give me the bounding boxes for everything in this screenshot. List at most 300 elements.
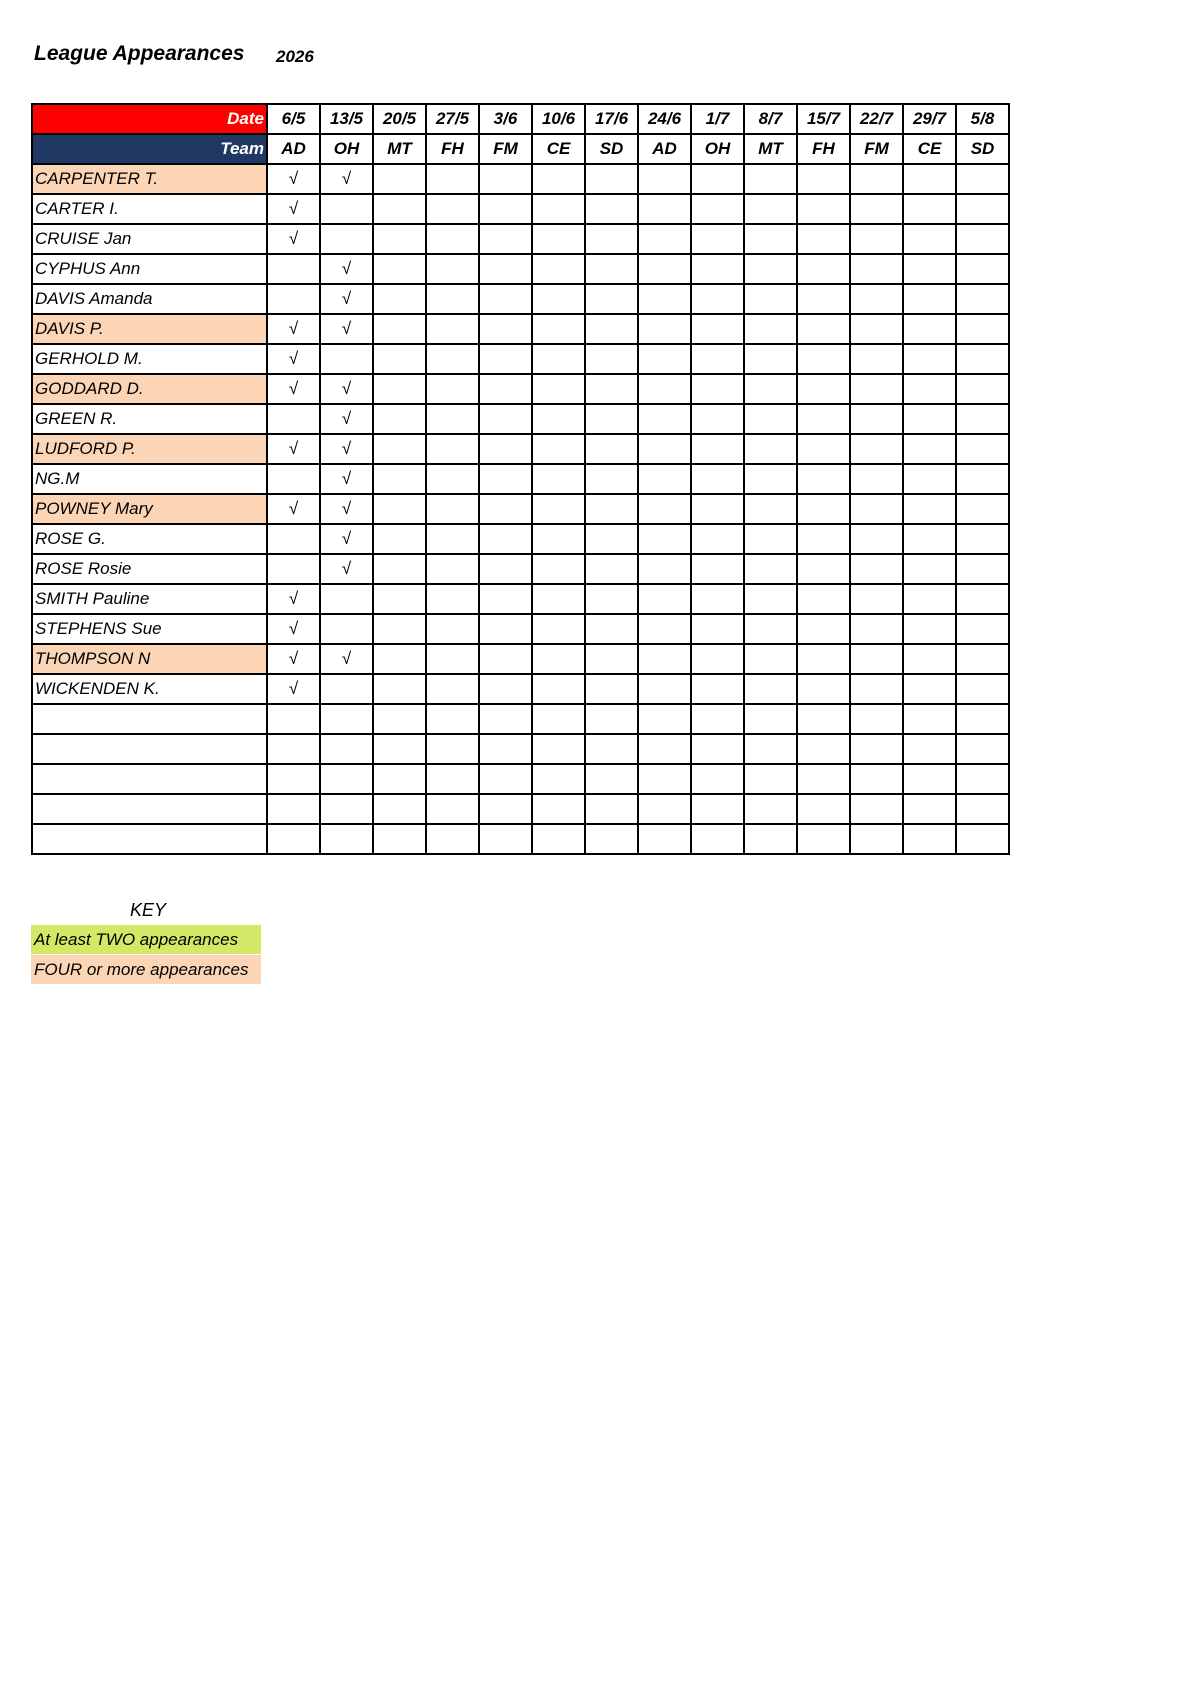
player-name-cell[interactable]: CYPHUS Ann [32,254,267,284]
appearance-cell[interactable] [532,434,585,464]
appearance-cell[interactable] [267,494,320,524]
appearance-cell[interactable] [903,704,956,734]
player-name-cell[interactable]: CARTER I. [32,194,267,224]
player-name-cell[interactable]: POWNEY Mary [32,494,267,524]
player-name-cell[interactable] [32,734,267,764]
appearance-cell[interactable] [691,284,744,314]
appearance-cell[interactable] [479,284,532,314]
appearance-cell[interactable] [373,374,426,404]
appearance-cell[interactable] [903,284,956,314]
appearance-cell[interactable] [850,284,903,314]
appearance-cell[interactable] [903,614,956,644]
appearance-cell[interactable] [373,284,426,314]
date-header-cell[interactable]: 13/5 [320,104,373,134]
team-header-cell[interactable]: OH [691,134,744,164]
appearance-cell[interactable] [426,344,479,374]
appearance-cell[interactable] [744,434,797,464]
appearance-cell[interactable] [373,824,426,854]
appearance-cell[interactable] [956,494,1009,524]
appearance-cell[interactable] [744,284,797,314]
appearance-cell[interactable] [903,314,956,344]
appearance-cell[interactable] [744,224,797,254]
appearance-cell[interactable] [320,374,373,404]
appearance-cell[interactable] [638,314,691,344]
appearance-cell[interactable] [744,404,797,434]
appearance-cell[interactable] [638,584,691,614]
appearance-cell[interactable] [956,434,1009,464]
appearance-cell[interactable] [850,404,903,434]
appearance-cell[interactable] [479,554,532,584]
appearance-cell[interactable] [532,284,585,314]
appearance-cell[interactable] [850,494,903,524]
appearance-cell[interactable] [585,614,638,644]
appearance-cell[interactable] [532,824,585,854]
appearance-cell[interactable] [638,164,691,194]
appearance-cell[interactable] [744,764,797,794]
appearance-cell[interactable] [797,794,850,824]
appearance-cell[interactable] [638,524,691,554]
appearance-cell[interactable] [373,584,426,614]
appearance-cell[interactable] [797,434,850,464]
appearance-cell[interactable] [691,584,744,614]
date-header-cell[interactable]: 8/7 [744,104,797,134]
appearance-cell[interactable] [320,704,373,734]
appearance-cell[interactable] [638,374,691,404]
player-name-cell[interactable]: CARPENTER T. [32,164,267,194]
appearance-cell[interactable] [532,254,585,284]
appearance-cell[interactable] [744,254,797,284]
appearance-cell[interactable] [426,764,479,794]
player-name-cell[interactable]: ROSE Rosie [32,554,267,584]
appearance-cell[interactable] [373,164,426,194]
appearance-cell[interactable] [638,704,691,734]
appearance-cell[interactable] [903,164,956,194]
appearance-cell[interactable] [479,224,532,254]
appearance-cell[interactable] [956,584,1009,614]
appearance-cell[interactable] [638,794,691,824]
appearance-cell[interactable] [744,464,797,494]
appearance-cell[interactable] [903,464,956,494]
appearance-cell[interactable] [638,194,691,224]
appearance-cell[interactable] [426,554,479,584]
appearance-cell[interactable] [903,674,956,704]
appearance-cell[interactable] [797,254,850,284]
appearance-cell[interactable] [479,584,532,614]
appearance-cell[interactable] [320,434,373,464]
appearance-cell[interactable] [691,644,744,674]
appearance-cell[interactable] [797,584,850,614]
appearance-cell[interactable] [426,824,479,854]
appearance-cell[interactable] [691,404,744,434]
appearance-cell[interactable] [638,824,691,854]
date-header-cell[interactable]: 15/7 [797,104,850,134]
appearance-cell[interactable] [956,314,1009,344]
player-name-cell[interactable]: NG.M [32,464,267,494]
appearance-cell[interactable] [691,254,744,284]
appearance-cell[interactable] [903,404,956,434]
appearance-cell[interactable] [479,194,532,224]
appearance-cell[interactable] [744,674,797,704]
appearance-cell[interactable] [267,464,320,494]
appearance-cell[interactable] [585,824,638,854]
appearance-cell[interactable] [797,614,850,644]
appearance-cell[interactable] [797,314,850,344]
appearance-cell[interactable] [744,554,797,584]
appearance-cell[interactable] [797,674,850,704]
appearance-cell[interactable] [585,524,638,554]
appearance-cell[interactable] [797,494,850,524]
appearance-cell[interactable] [903,524,956,554]
appearance-cell[interactable] [373,224,426,254]
appearance-cell[interactable] [479,674,532,704]
player-name-cell[interactable]: CRUISE Jan [32,224,267,254]
appearance-cell[interactable] [479,254,532,284]
team-header-cell[interactable]: FH [797,134,850,164]
appearance-cell[interactable] [373,524,426,554]
appearance-cell[interactable] [956,374,1009,404]
appearance-cell[interactable] [320,164,373,194]
appearance-cell[interactable] [744,704,797,734]
appearance-cell[interactable] [267,404,320,434]
appearance-cell[interactable] [426,734,479,764]
date-header-cell[interactable]: 20/5 [373,104,426,134]
player-name-cell[interactable]: DAVIS P. [32,314,267,344]
appearance-cell[interactable] [903,584,956,614]
appearance-cell[interactable] [638,464,691,494]
appearance-cell[interactable] [585,644,638,674]
team-header-cell[interactable]: CE [903,134,956,164]
appearance-cell[interactable] [426,464,479,494]
appearance-cell[interactable] [638,734,691,764]
appearance-cell[interactable] [373,644,426,674]
appearance-cell[interactable] [426,584,479,614]
appearance-cell[interactable] [903,824,956,854]
appearance-cell[interactable] [532,464,585,494]
date-header-cell[interactable]: 5/8 [956,104,1009,134]
player-name-cell[interactable]: ROSE G. [32,524,267,554]
appearance-cell[interactable] [320,314,373,344]
appearance-cell[interactable] [691,524,744,554]
appearance-cell[interactable] [691,824,744,854]
appearance-cell[interactable] [479,824,532,854]
appearance-cell[interactable] [267,764,320,794]
appearance-cell[interactable] [373,494,426,524]
appearance-cell[interactable] [638,554,691,584]
appearance-cell[interactable] [691,224,744,254]
appearance-cell[interactable] [426,494,479,524]
appearance-cell[interactable] [850,764,903,794]
appearance-cell[interactable] [691,314,744,344]
appearance-cell[interactable] [850,794,903,824]
appearance-cell[interactable] [744,344,797,374]
appearance-cell[interactable] [267,824,320,854]
appearance-cell[interactable] [638,494,691,524]
appearance-cell[interactable] [585,194,638,224]
appearance-cell[interactable] [903,494,956,524]
appearance-cell[interactable] [426,674,479,704]
appearance-cell[interactable] [585,794,638,824]
appearance-cell[interactable] [903,344,956,374]
appearance-cell[interactable] [850,314,903,344]
appearance-cell[interactable] [426,404,479,434]
appearance-cell[interactable] [320,734,373,764]
appearance-cell[interactable] [479,644,532,674]
appearance-cell[interactable] [532,494,585,524]
appearance-cell[interactable] [903,764,956,794]
appearance-cell[interactable] [373,194,426,224]
appearance-cell[interactable] [585,464,638,494]
appearance-cell[interactable] [585,254,638,284]
appearance-cell[interactable] [320,644,373,674]
appearance-cell[interactable] [797,404,850,434]
appearance-cell[interactable] [797,344,850,374]
appearance-cell[interactable] [956,284,1009,314]
player-name-cell[interactable]: THOMPSON N [32,644,267,674]
appearance-cell[interactable] [956,614,1009,644]
appearance-cell[interactable] [691,794,744,824]
appearance-cell[interactable] [267,344,320,374]
appearance-cell[interactable] [373,254,426,284]
appearance-cell[interactable] [532,644,585,674]
appearance-cell[interactable] [691,464,744,494]
appearance-cell[interactable] [479,764,532,794]
appearance-cell[interactable] [585,704,638,734]
appearance-cell[interactable] [373,614,426,644]
appearance-cell[interactable] [426,374,479,404]
appearance-cell[interactable] [426,164,479,194]
appearance-cell[interactable] [373,704,426,734]
appearance-cell[interactable] [532,764,585,794]
team-header-cell[interactable]: AD [638,134,691,164]
appearance-cell[interactable] [426,284,479,314]
appearance-cell[interactable] [744,824,797,854]
appearance-cell[interactable] [956,404,1009,434]
appearance-cell[interactable] [956,194,1009,224]
appearance-cell[interactable] [850,374,903,404]
appearance-cell[interactable] [479,344,532,374]
appearance-cell[interactable] [267,224,320,254]
appearance-cell[interactable] [797,194,850,224]
appearance-cell[interactable] [426,704,479,734]
appearance-cell[interactable] [903,194,956,224]
player-name-cell[interactable]: SMITH Pauline [32,584,267,614]
appearance-cell[interactable] [638,674,691,704]
appearance-cell[interactable] [744,524,797,554]
appearance-cell[interactable] [479,734,532,764]
appearance-cell[interactable] [585,224,638,254]
appearance-cell[interactable] [532,734,585,764]
team-header-cell[interactable]: CE [532,134,585,164]
appearance-cell[interactable] [267,554,320,584]
team-header-cell[interactable]: FH [426,134,479,164]
appearance-cell[interactable] [850,584,903,614]
appearance-cell[interactable] [797,734,850,764]
appearance-cell[interactable] [903,254,956,284]
appearance-cell[interactable] [585,584,638,614]
appearance-cell[interactable] [956,704,1009,734]
appearance-cell[interactable] [373,554,426,584]
appearance-cell[interactable] [373,404,426,434]
appearance-cell[interactable] [691,194,744,224]
appearance-cell[interactable] [426,434,479,464]
appearance-cell[interactable] [744,794,797,824]
appearance-cell[interactable] [956,524,1009,554]
appearance-cell[interactable] [691,704,744,734]
appearance-cell[interactable] [956,824,1009,854]
appearance-cell[interactable] [532,584,585,614]
appearance-cell[interactable] [956,164,1009,194]
appearance-cell[interactable] [691,494,744,524]
appearance-cell[interactable] [850,464,903,494]
player-name-cell[interactable]: WICKENDEN K. [32,674,267,704]
team-header-cell[interactable]: OH [320,134,373,164]
appearance-cell[interactable] [267,374,320,404]
appearance-cell[interactable] [744,644,797,674]
appearance-cell[interactable] [956,344,1009,374]
player-name-cell[interactable]: DAVIS Amanda [32,284,267,314]
appearance-cell[interactable] [585,284,638,314]
appearance-cell[interactable] [797,524,850,554]
appearance-cell[interactable] [691,554,744,584]
appearance-cell[interactable] [903,374,956,404]
appearance-cell[interactable] [479,464,532,494]
date-header-cell[interactable]: 1/7 [691,104,744,134]
appearance-cell[interactable] [691,674,744,704]
appearance-cell[interactable] [532,674,585,704]
team-header-cell[interactable]: SD [956,134,1009,164]
appearance-cell[interactable] [320,494,373,524]
appearance-cell[interactable] [320,404,373,434]
appearance-cell[interactable] [320,584,373,614]
appearance-cell[interactable] [267,164,320,194]
appearance-cell[interactable] [267,644,320,674]
team-header-cell[interactable]: AD [267,134,320,164]
appearance-cell[interactable] [532,164,585,194]
appearance-cell[interactable] [373,674,426,704]
appearance-cell[interactable] [850,554,903,584]
date-header-cell[interactable]: 6/5 [267,104,320,134]
appearance-cell[interactable] [426,644,479,674]
appearance-cell[interactable] [267,614,320,644]
appearance-cell[interactable] [638,284,691,314]
appearance-cell[interactable] [426,254,479,284]
appearance-cell[interactable] [479,794,532,824]
appearance-cell[interactable] [903,224,956,254]
appearance-cell[interactable] [532,344,585,374]
appearance-cell[interactable] [320,524,373,554]
appearance-cell[interactable] [532,614,585,644]
appearance-cell[interactable] [850,434,903,464]
appearance-cell[interactable] [532,524,585,554]
appearance-cell[interactable] [267,734,320,764]
appearance-cell[interactable] [744,194,797,224]
appearance-cell[interactable] [373,734,426,764]
player-name-cell[interactable] [32,824,267,854]
appearance-cell[interactable] [638,224,691,254]
appearance-cell[interactable] [585,734,638,764]
appearance-cell[interactable] [267,584,320,614]
appearance-cell[interactable] [267,284,320,314]
appearance-cell[interactable] [797,464,850,494]
appearance-cell[interactable] [320,284,373,314]
appearance-cell[interactable] [479,704,532,734]
appearance-cell[interactable] [532,194,585,224]
player-name-cell[interactable] [32,704,267,734]
team-header-cell[interactable]: FM [850,134,903,164]
appearance-cell[interactable] [267,704,320,734]
appearance-cell[interactable] [850,344,903,374]
appearance-cell[interactable] [532,794,585,824]
appearance-cell[interactable] [797,284,850,314]
appearance-cell[interactable] [585,344,638,374]
player-name-cell[interactable]: GODDARD D. [32,374,267,404]
appearance-cell[interactable] [691,614,744,644]
appearance-cell[interactable] [532,404,585,434]
appearance-cell[interactable] [479,614,532,644]
appearance-cell[interactable] [797,374,850,404]
appearance-cell[interactable] [850,164,903,194]
appearance-cell[interactable] [797,824,850,854]
appearance-cell[interactable] [956,554,1009,584]
appearance-cell[interactable] [532,314,585,344]
appearance-cell[interactable] [903,794,956,824]
appearance-cell[interactable] [956,464,1009,494]
appearance-cell[interactable] [956,764,1009,794]
team-header-cell[interactable]: MT [373,134,426,164]
date-header-cell[interactable]: 10/6 [532,104,585,134]
appearance-cell[interactable] [797,224,850,254]
appearance-cell[interactable] [956,794,1009,824]
appearance-cell[interactable] [744,164,797,194]
appearance-cell[interactable] [267,794,320,824]
appearance-cell[interactable] [426,524,479,554]
appearance-cell[interactable] [638,434,691,464]
appearance-cell[interactable] [585,374,638,404]
appearance-cell[interactable] [850,254,903,284]
appearance-cell[interactable] [267,524,320,554]
appearance-cell[interactable] [373,464,426,494]
appearance-cell[interactable] [320,824,373,854]
appearance-cell[interactable] [479,494,532,524]
player-name-cell[interactable]: LUDFORD P. [32,434,267,464]
date-header-cell[interactable]: 24/6 [638,104,691,134]
appearance-cell[interactable] [744,614,797,644]
date-header-cell[interactable]: 3/6 [479,104,532,134]
appearance-cell[interactable] [797,644,850,674]
appearance-cell[interactable] [744,734,797,764]
appearance-cell[interactable] [373,794,426,824]
appearance-cell[interactable] [479,524,532,554]
appearance-cell[interactable] [744,374,797,404]
appearance-cell[interactable] [320,224,373,254]
appearance-cell[interactable] [691,344,744,374]
appearance-cell[interactable] [532,374,585,404]
appearance-cell[interactable] [320,794,373,824]
team-header-cell[interactable]: MT [744,134,797,164]
appearance-cell[interactable] [638,404,691,434]
appearance-cell[interactable] [320,554,373,584]
appearance-cell[interactable] [850,824,903,854]
appearance-cell[interactable] [426,314,479,344]
date-header-cell[interactable]: 22/7 [850,104,903,134]
appearance-cell[interactable] [532,704,585,734]
appearance-cell[interactable] [426,224,479,254]
team-header-cell[interactable]: FM [479,134,532,164]
player-name-cell[interactable]: GERHOLD M. [32,344,267,374]
appearance-cell[interactable] [479,164,532,194]
appearance-cell[interactable] [691,164,744,194]
appearance-cell[interactable] [903,434,956,464]
